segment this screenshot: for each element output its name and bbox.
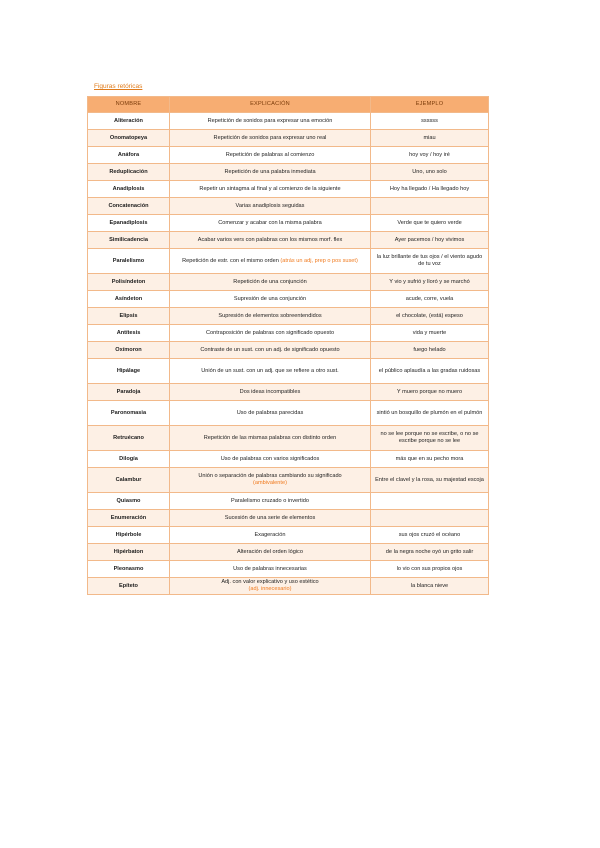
figure-example: el chocolate, (está) espeso	[371, 308, 489, 325]
table-row	[88, 561, 489, 578]
column-header-name: NOMBRE	[88, 97, 170, 113]
table-row	[88, 325, 489, 342]
figure-example: Uno, uno solo	[371, 164, 489, 181]
table-header-row	[88, 97, 489, 113]
figure-explanation-cell	[170, 147, 371, 164]
figure-explanation-cell	[170, 384, 371, 401]
table-row	[88, 181, 489, 198]
figure-name: Elipsis	[88, 308, 170, 325]
table-row	[88, 510, 489, 527]
figure-name: Calambur	[88, 468, 170, 493]
table-row	[88, 342, 489, 359]
figure-example: el público aplaudía a las gradas ruidosas	[371, 359, 489, 384]
figure-explanation: Repetición de las mismas palabras con distinto orden	[203, 434, 337, 441]
table-row	[88, 113, 489, 130]
figure-example	[371, 493, 489, 510]
figure-example: Y muero porque no muero	[371, 384, 489, 401]
figure-explanation: Uso de palabras parecidas	[236, 409, 304, 416]
figure-explanation: Comenzar y acabar con la misma palabra	[218, 219, 322, 226]
figure-explanation-cell	[170, 493, 371, 510]
figure-name: Concatenación	[88, 198, 170, 215]
figure-explanation: Repetición de sonidos para expresar uno real	[213, 134, 327, 141]
figure-explanation-cell	[170, 342, 371, 359]
figure-explanation: Adj. con valor explicativo y uso estético	[221, 579, 319, 586]
table-row	[88, 232, 489, 249]
figure-example: Ayer pacemos / hoy vivimos	[371, 232, 489, 249]
figure-explanation: Supresión de una conjunción	[233, 295, 307, 302]
figure-name: Antítesis	[88, 325, 170, 342]
figure-example: sus ojos cruzó el océano	[371, 527, 489, 544]
figure-example: ssssss	[371, 113, 489, 130]
figure-explanation-cell	[170, 249, 371, 274]
figure-name: Hipálage	[88, 359, 170, 384]
figure-explanation-cell	[170, 113, 371, 130]
table-row	[88, 249, 489, 274]
figure-explanation: Repetición de sonidos para expresar una emoción	[207, 117, 333, 124]
table-row	[88, 359, 489, 384]
table-row	[88, 130, 489, 147]
figure-name: Onomatopeya	[88, 130, 170, 147]
figure-example: la luz brillante de tus ojos / el viento agudo de tu voz	[371, 249, 489, 274]
table-row	[88, 468, 489, 493]
figure-explanation: Repetición de estr. con el mismo orden	[182, 257, 279, 264]
figure-name: Quiasmo	[88, 493, 170, 510]
table-row	[88, 215, 489, 232]
figure-explanation-cell	[170, 274, 371, 291]
figure-example: sintió un bosquillo de plumón en el pulmón	[371, 401, 489, 426]
figure-explanation-cell	[170, 426, 371, 451]
table-row	[88, 493, 489, 510]
figure-example: Y vio y sufrió y lloró y se marchó	[371, 274, 489, 291]
column-header-explanation: EXPLICACIÓN	[170, 97, 371, 113]
figure-explanation: Alteración del orden lógico	[237, 548, 303, 555]
figure-explanation-cell	[170, 510, 371, 527]
figure-example: la blanca nieve	[371, 578, 489, 595]
table-row	[88, 527, 489, 544]
table-row	[88, 291, 489, 308]
figure-explanation: Uso de palabras innecesarias	[233, 565, 307, 572]
figure-explanation: Dos ideas incompatibles	[239, 388, 301, 395]
figure-explanation: Repetición de palabras al comienzo	[225, 151, 315, 158]
table-row	[88, 426, 489, 451]
figure-example: hoy voy / hoy iré	[371, 147, 489, 164]
figure-explanation-cell	[170, 130, 371, 147]
figure-explanation: Varias anadiplosis seguidas	[235, 202, 305, 209]
figure-example: de la negra noche oyó un grito salir	[371, 544, 489, 561]
figure-explanation-cell	[170, 544, 371, 561]
figure-example	[371, 510, 489, 527]
figure-name: Epíteto	[88, 578, 170, 595]
figure-explanation: Sucesión de una serie de elementos	[224, 514, 316, 521]
table-row	[88, 401, 489, 426]
figure-explanation: Unión de un sust. con un adj. que se refiere a otro sust.	[201, 367, 339, 374]
figure-example: fuego helado	[371, 342, 489, 359]
figure-example: más que en su pecho mora	[371, 451, 489, 468]
figure-explanation: Paralelismo cruzado o invertido	[230, 497, 310, 504]
table-row	[88, 451, 489, 468]
figure-explanation-cell	[170, 451, 371, 468]
table-row	[88, 578, 489, 595]
table-body	[88, 113, 489, 595]
figure-example: miau	[371, 130, 489, 147]
figure-name: Paronomasia	[88, 401, 170, 426]
figure-explanation: Repetición de una palabra inmediata	[224, 168, 316, 175]
figure-explanation: Exageración	[254, 531, 286, 538]
figure-explanation-cell	[170, 359, 371, 384]
table-row	[88, 308, 489, 325]
figure-explanation-cell	[170, 468, 371, 493]
figure-explanation-cell	[170, 401, 371, 426]
table-row	[88, 274, 489, 291]
figure-name: Hipérbole	[88, 527, 170, 544]
figure-note: (adj. innecesario)	[248, 586, 292, 592]
figure-name: Similicadencia	[88, 232, 170, 249]
figure-note: (atrás un adj, prep o pos suset)	[280, 257, 358, 264]
document-title: Figuras retóricas	[94, 83, 143, 90]
figure-explanation: Contraposición de palabras con significado opuesto	[205, 329, 335, 336]
figure-name: Paradoja	[88, 384, 170, 401]
figure-name: Anadiplosis	[88, 181, 170, 198]
figure-explanation-cell	[170, 198, 371, 215]
figure-explanation-cell	[170, 164, 371, 181]
figure-example: no se lee porque no se escribe, o no se escribe porque no se lee	[371, 426, 489, 451]
figure-name: Asíndeton	[88, 291, 170, 308]
figure-name: Polisíndeton	[88, 274, 170, 291]
figure-explanation-cell	[170, 527, 371, 544]
figure-name: Reduplicación	[88, 164, 170, 181]
figure-name: Hipérbaton	[88, 544, 170, 561]
figure-name: Epanadiplosis	[88, 215, 170, 232]
figure-name: Paralelismo	[88, 249, 170, 274]
table-row	[88, 198, 489, 215]
figure-name: Dilogía	[88, 451, 170, 468]
figure-explanation: Acabar varios vers con palabras con los mismos morf. flex	[197, 236, 343, 243]
figure-explanation: Unión o separación de palabras cambiando su significado	[198, 473, 342, 480]
figure-example: vida y muerte	[371, 325, 489, 342]
figure-example: Hoy ha llegado / Ha llegado hoy	[371, 181, 489, 198]
figure-explanation-cell	[170, 578, 371, 595]
figure-example	[371, 198, 489, 215]
figure-explanation: Uso de palabras con varios significados	[220, 455, 320, 462]
figure-note: (ambivalente)	[253, 480, 287, 486]
figure-explanation-cell	[170, 325, 371, 342]
table-row	[88, 384, 489, 401]
figure-name: Retruécano	[88, 426, 170, 451]
figure-explanation: Contraste de un sust. con un adj. de significado opuesto	[200, 346, 340, 353]
table-row	[88, 147, 489, 164]
figure-example: lo vio con sus propios ojos	[371, 561, 489, 578]
figure-explanation-cell	[170, 232, 371, 249]
figure-name: Oxímoron	[88, 342, 170, 359]
table-row	[88, 164, 489, 181]
figure-example: acude, corre, vuela	[371, 291, 489, 308]
figure-explanation-cell	[170, 308, 371, 325]
rhetorical-figures-table	[87, 96, 489, 595]
figure-name: Enumeración	[88, 510, 170, 527]
column-header-example: EJEMPLO	[371, 97, 489, 113]
figure-explanation: Repetición de una conjunción	[233, 278, 307, 285]
figure-name: Pleonasmo	[88, 561, 170, 578]
figure-explanation: Supresión de elementos sobreentendidos	[218, 312, 322, 319]
figure-explanation: Repetir un sintagma al final y al comienzo de la siguiente	[199, 185, 341, 192]
table-row	[88, 544, 489, 561]
figure-name: Aliteración	[88, 113, 170, 130]
figure-example: Entre el clavel y la rosa, su majestad escoja	[371, 468, 489, 493]
figure-explanation-cell	[170, 181, 371, 198]
figure-name: Anáfora	[88, 147, 170, 164]
figure-explanation-cell	[170, 215, 371, 232]
figure-explanation-cell	[170, 291, 371, 308]
figure-example: Verde que te quiero verde	[371, 215, 489, 232]
figure-explanation-cell	[170, 561, 371, 578]
